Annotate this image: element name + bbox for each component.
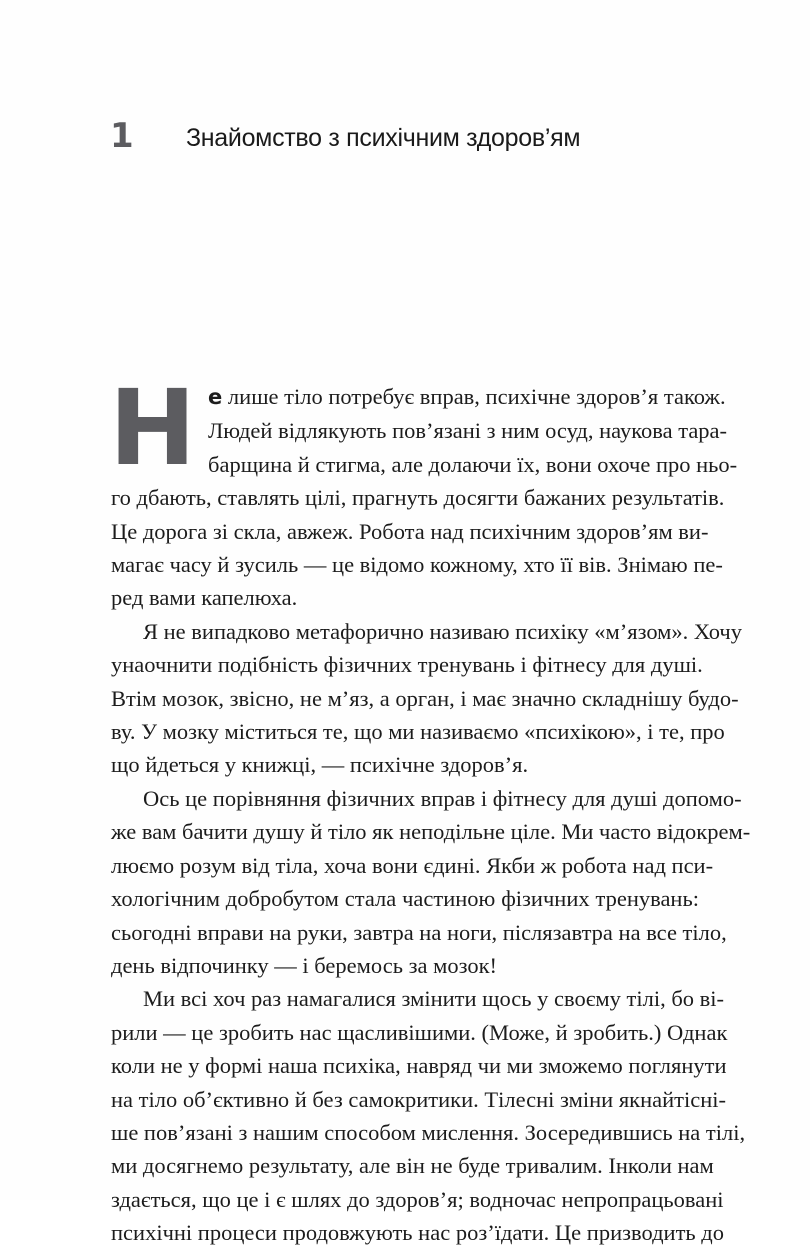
- text-line: магає часу й зусиль — це відомо кожному, хто її вів. Знімаю пе-: [111, 552, 723, 578]
- text-line: же вам бачити душу й тіло як неподільне ціле. Ми часто відокрем-: [111, 819, 751, 845]
- paragraph-2: [111, 615, 742, 782]
- text-line: го дбають, ставлять цілі, прагнуть досягти бажаних результатів.: [111, 485, 725, 511]
- paragraph-4: [111, 982, 746, 1249]
- text-line: Втім мозок, звісно, не м’яз, а орган, і має значно складнішу будо-: [111, 685, 739, 711]
- text-line: ву. У мозку міститься те, що ми називаємо «психікою», і те, про: [111, 719, 725, 745]
- text-line: е лише тіло потребує вправ, психічне здоров’я також.: [208, 384, 726, 409]
- chapter-body: [109, 367, 751, 1250]
- chapter-header: [110, 116, 710, 160]
- text-line: Людей відлякують пов’язані з ним осуд, наукова тара-: [208, 418, 728, 444]
- text-line: Я не випадково метафорично називаю психіку «м’язом». Хочу: [143, 618, 742, 644]
- text-line: хологічним добробутом стала частиною фізичних тренувань:: [111, 886, 699, 912]
- paragraph-1: [109, 367, 738, 615]
- text-line: Ось це порівняння фізичних вправ і фітнесу для душі допомо-: [143, 785, 742, 811]
- drop-cap: Н: [109, 367, 197, 489]
- lead-letter: е: [208, 385, 223, 409]
- text-line: ше пов’язані з нашим способом мислення. Зосередившись на тілі,: [111, 1119, 746, 1145]
- text-line: здається, що це і є шлях до здоров’я; водночас непропрацьовані: [111, 1186, 724, 1212]
- text-line: сьогодні вправи на руки, завтра на ноги, післязавтра на все тіло,: [111, 919, 727, 945]
- chapter-title: Знайомство з психічним здоров’ям: [186, 124, 581, 152]
- paragraph-3: [111, 782, 751, 982]
- text-line: що йдеться у книжці, — психічне здоров’я.: [111, 752, 529, 778]
- text-line: психічні процеси продовжують нас роз’їдати. Це призводить до: [111, 1220, 724, 1246]
- text-line: люємо розум від тіла, хоча вони єдині. Якби ж робота над пси-: [111, 852, 714, 878]
- text-line: барщина й стигма, але долаючи їх, вони охоче про ньо-: [208, 451, 738, 477]
- text-line: Це дорога зі скла, авжеж. Робота над психічним здоров’ям ви-: [111, 518, 709, 544]
- text-line: коли не у формі наша психіка, навряд чи ми зможемо поглянути: [111, 1053, 727, 1079]
- text-line: на тіло об’єктивно й без самокритики. Тілесні зміни якнайтісні-: [111, 1086, 727, 1112]
- text-line: Ми всі хоч раз намагалися змінити щось у своєму тілі, бо ві-: [143, 986, 725, 1012]
- text-line: день відпочинку — і беремось за мозок!: [111, 952, 497, 978]
- text-line: ми досягнемо результату, але він не буде тривалим. Інколи нам: [111, 1153, 714, 1179]
- text-line: ред вами капелюха.: [111, 585, 298, 611]
- text-line: рили — це зробить нас щасливішими. (Може, й зробить.) Однак: [111, 1019, 728, 1045]
- chapter-number: 1: [110, 116, 134, 156]
- text-line: унаочнити подібність фізичних тренувань і фітнесу для душі.: [111, 652, 703, 678]
